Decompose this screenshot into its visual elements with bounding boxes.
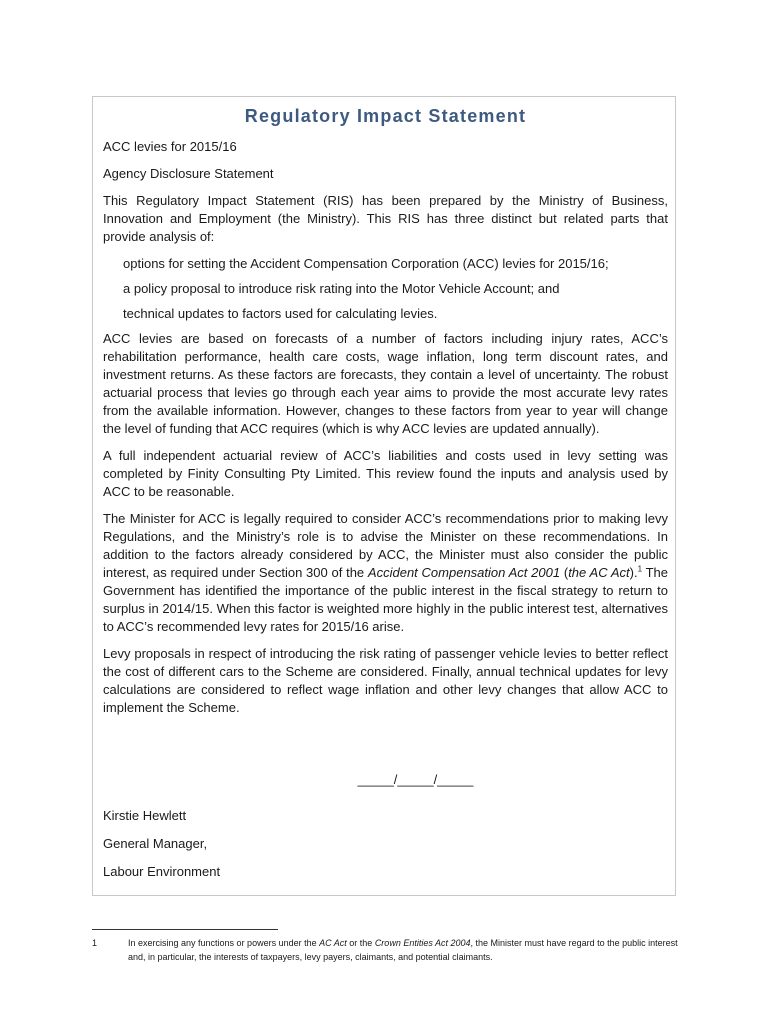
document-title: Regulatory Impact Statement (244, 106, 527, 126)
risk-rating-paragraph: Levy proposals in respect of introducing the risk rating of passenger vehicle levies to better reflect the cost of different cars to the Scheme are considered. Finally, annual technical updates for levy calculations are considered to reflect wage inflation and other levy changes that allow ACC to implement the Scheme. (103, 646, 668, 715)
list-item: a policy proposal to introduce risk rating into the Motor Vehicle Account; and (123, 281, 560, 296)
disclosure-heading: Agency Disclosure Statement (103, 166, 274, 181)
footnote-text-a: In exercising any functions or powers under the (128, 938, 320, 948)
forecast-paragraph: ACC levies are based on forecasts of a number of factors including injury rates, ACC’s rehabilitation performance, health care costs, wage inflation, long term discount rates, and investment returns. As these factors are forecasts, they contain a level of uncertainty. The robust actuarial process that levies go through each year aims to provide the most accurate levy rates from the available information. However, changes to these factors from year to year will change the level of funding that ACC requires (which is why ACC levies are updated annually). (103, 331, 668, 436)
minister-text-a: The Minister for ACC is legally required to consider ACC’s recommendations prior to making levy Regulations, and the Ministry’s role is to advise the Minister on these recommendations. In addition to the factors already considered by ACC, the Minister must also consider the public interest, as required under Section 300 of the (103, 511, 668, 580)
footnote-number: 1 (92, 938, 98, 948)
footnote (92, 936, 682, 964)
minister-text-d: The Government has identified the importance of the public interest in the fiscal strategy to return to surplus in 2014/15. When this factor is weighted more highly in the public interest test, alternatives to ACC’s recommended levy rates for 2015/16 arise. (103, 565, 668, 634)
footnote-divider (92, 929, 278, 930)
date-signature-line: _____/_____/_____ (357, 772, 474, 787)
footnote-crown-act: Crown Entities Act 2004 (374, 938, 471, 948)
list-item: options for setting the Accident Compensation Corporation (ACC) levies for 2015/16; (123, 256, 609, 271)
list-item: technical updates to factors used for calculating levies. (123, 306, 438, 321)
signatory-block (103, 807, 668, 881)
act-name: Accident Compensation Act 2001 (367, 565, 561, 580)
signatory-unit: Labour Environment (103, 864, 221, 879)
document-body (103, 104, 668, 891)
analysis-parts-list (103, 255, 668, 323)
levies-subtitle: ACC levies for 2015/16 (103, 139, 237, 154)
signatory-name: Kirstie Hewlett (103, 808, 187, 823)
intro-paragraph: This Regulatory Impact Statement (RIS) has been prepared by the Ministry of Business, Innovation and Employment (the Ministry). This RIS has three distinct but related parts that provide analysis of: (103, 193, 668, 244)
footnote-text-c: , the Minister must have regard to the public interest and, in particular, the interests of taxpayers, levy payers, claimants, and potential claimants. (128, 938, 678, 962)
minister-text-b: ( (560, 565, 569, 580)
footnote-text (128, 936, 682, 964)
actuarial-review-paragraph: A full independent actuarial review of ACC’s liabilities and costs used in levy setting was completed by Finity Consulting Pty Limited. This review found the inputs and analysis used by ACC to be reasonable. (103, 448, 668, 499)
ac-act-short: the AC Act (568, 565, 630, 580)
footnote-ac-act: AC Act (319, 938, 347, 948)
minister-paragraph (103, 510, 668, 636)
footnote-ref[interactable]: 1 (637, 564, 643, 574)
footnote-text-b: or the (346, 938, 375, 948)
signatory-role: General Manager, (103, 836, 208, 851)
minister-text-c: ). (629, 565, 638, 580)
